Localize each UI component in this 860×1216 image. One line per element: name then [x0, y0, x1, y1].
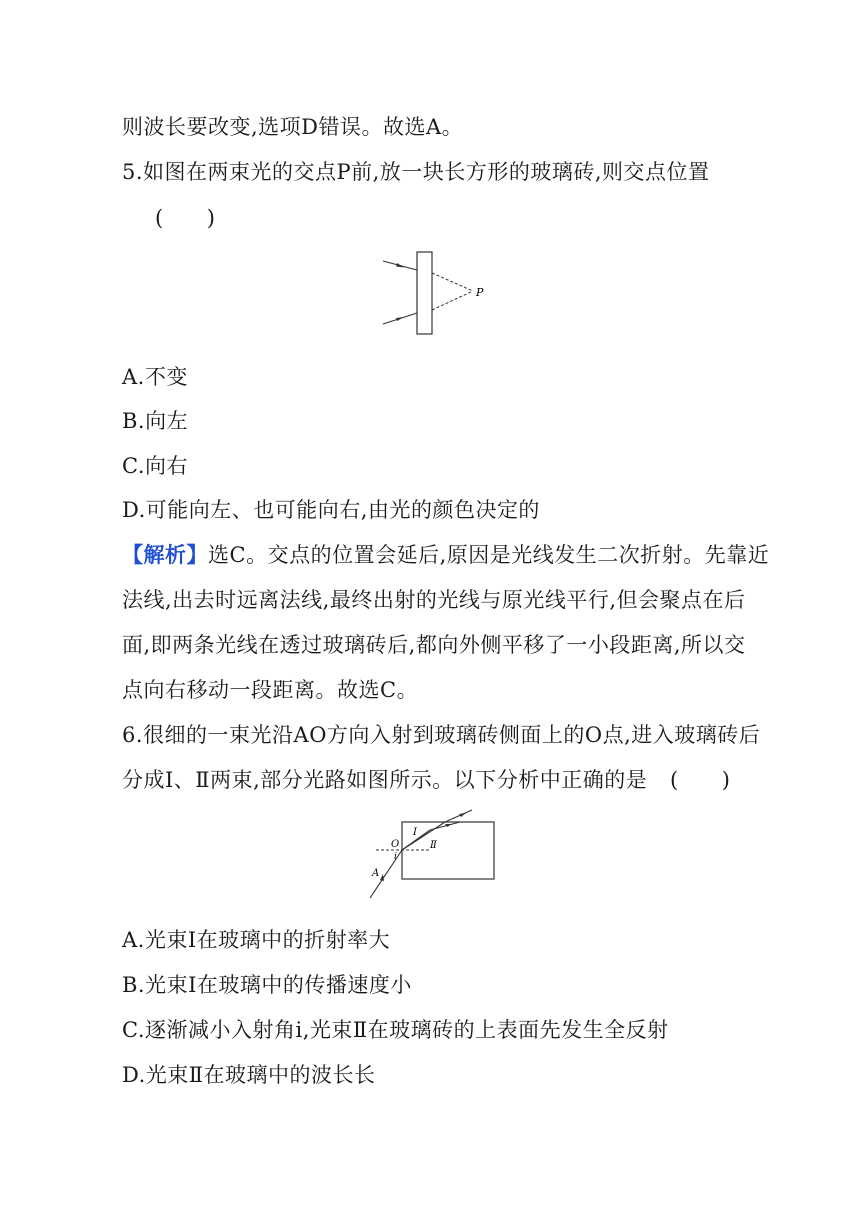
angle-i-label: i — [394, 852, 397, 862]
arrow-icon — [380, 874, 384, 881]
question-5-stem: 5.如图在两束光的交点P前,放一块长方形的玻璃砖,则交点位置 — [122, 160, 710, 184]
question-6-stem-line-1: 6.很细的一束光沿AO方向入射到玻璃砖侧面上的O点,进入玻璃砖后 — [122, 723, 761, 747]
point-o-label: O — [391, 839, 400, 850]
question-6-stem-line-2: 分成Ⅰ、Ⅱ两束,部分光路如图所示。以下分析中正确的是 — [122, 768, 648, 792]
arrow-icon — [445, 824, 452, 827]
analysis-line-1 — [122, 540, 769, 570]
text-line: 则波长要改变,选项D错误。故选A。 — [122, 115, 464, 139]
glass-block — [417, 252, 432, 334]
figure-light-through-glass-block — [375, 248, 495, 338]
option-a: A.不变 — [122, 365, 188, 389]
analysis-line-2: 法线,出去时远离法线,最终出射的光线与原光线平行,但会聚点在后 — [122, 588, 746, 612]
option-c: C.逐渐减小入射角i,光束Ⅱ在玻璃砖的上表面先发生全反射 — [122, 1018, 669, 1042]
option-b: B.向左 — [122, 409, 189, 433]
option-a: A.光束Ⅰ在玻璃中的折射率大 — [122, 928, 391, 952]
option-c: C.向右 — [122, 454, 188, 478]
upper-extended-ray — [432, 273, 473, 291]
lower-extended-ray — [432, 291, 473, 310]
option-b: B.光束Ⅰ在玻璃中的传播速度小 — [122, 973, 412, 997]
question-6-answer-blank: ( ) — [670, 768, 731, 792]
analysis-tag: 【解析】 — [122, 542, 208, 567]
arrow-icon — [396, 317, 404, 321]
analysis-line-3: 面,即两条光线在透过玻璃砖后,都向外侧平移了一小段距离,所以交 — [122, 633, 746, 657]
beam-ii-label: Ⅱ — [430, 840, 437, 851]
beam-ii-exit — [430, 822, 460, 830]
analysis-text: 选C。交点的位置会延后,原因是光线发生二次折射。先靠近 — [208, 543, 770, 567]
option-d: D.可能向左、也可能向右,由光的颜色决定的 — [122, 498, 540, 522]
arrow-icon — [396, 263, 404, 268]
beam-i-exit — [445, 810, 472, 822]
figure-refraction-two-beams — [360, 808, 500, 904]
beam-i-label: Ⅰ — [413, 827, 417, 838]
question-5-answer-blank: ( ) — [155, 206, 216, 230]
point-p-label: P — [476, 286, 484, 299]
point-a-label: A — [372, 868, 380, 879]
option-d: D.光束Ⅱ在玻璃中的波长长 — [122, 1063, 376, 1087]
arrow-icon — [459, 813, 466, 817]
analysis-line-4: 点向右移动一段距离。故选C。 — [122, 678, 419, 702]
